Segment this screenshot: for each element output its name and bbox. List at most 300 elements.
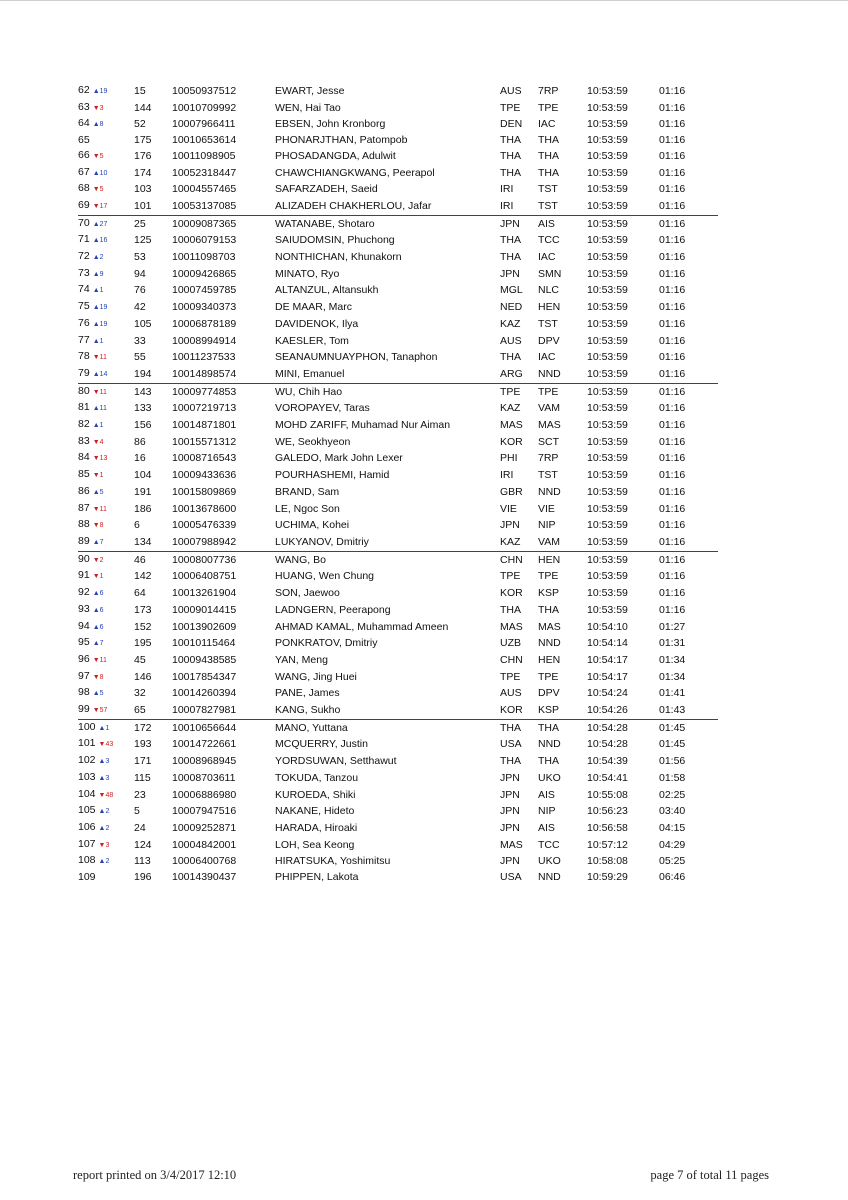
bib-cell <box>134 685 172 702</box>
time-value: 10:53:59 <box>587 519 628 532</box>
uci-value: 10009774853 <box>172 385 237 398</box>
nat-value: THA <box>500 149 521 162</box>
nationality-cell <box>500 349 538 366</box>
team-value: NIP <box>538 519 556 532</box>
name-value: ALIZADEH CHAKHERLOU, Jafar <box>275 199 432 212</box>
table-row <box>78 349 718 366</box>
time-gap-cell <box>659 83 718 100</box>
name-value: WEN, Hai Tao <box>275 101 341 114</box>
bib-cell <box>134 83 172 100</box>
time-value: 10:53:59 <box>587 469 628 482</box>
rank-cell <box>78 853 134 870</box>
team-cell <box>538 232 587 249</box>
finish-time-cell <box>587 635 659 652</box>
position-down-indicator: ▼17 <box>92 202 108 210</box>
bib-cell <box>134 635 172 652</box>
rider-name-cell <box>275 787 500 804</box>
nationality-cell <box>500 753 538 770</box>
name-value: HUANG, Wen Chung <box>275 570 375 583</box>
rank-cell <box>78 316 134 333</box>
finish-time-cell <box>587 753 659 770</box>
team-cell <box>538 517 587 534</box>
nat-value: AUS <box>500 85 522 97</box>
finish-time-cell <box>587 685 659 702</box>
time-value: 10:53:59 <box>587 267 628 280</box>
time-gap-cell <box>659 753 718 770</box>
bib-value: 86 <box>134 435 146 448</box>
rank-value: 85 <box>78 468 90 481</box>
bib-cell <box>134 467 172 484</box>
rank-value: 98 <box>78 686 90 699</box>
nationality-cell <box>500 501 538 518</box>
team-value: THA <box>538 603 559 616</box>
gap-value: 01:16 <box>659 587 686 600</box>
uci-id-cell <box>172 719 275 736</box>
uci-value: 10008716543 <box>172 452 237 465</box>
nationality-cell <box>500 383 538 400</box>
gap-value: 01:16 <box>659 183 686 196</box>
nat-value: THA <box>500 166 521 179</box>
bib-cell <box>134 585 172 602</box>
nat-value: IRI <box>500 469 514 482</box>
position-up-indicator: ▲5 <box>92 690 104 698</box>
name-value: HIRATSUKA, Yoshimitsu <box>275 855 391 868</box>
name-value: WATANABE, Shotaro <box>275 217 375 230</box>
time-value: 10:53:59 <box>587 217 628 230</box>
team-value: NND <box>538 738 561 751</box>
uci-id-cell <box>172 501 275 518</box>
team-cell <box>538 100 587 117</box>
bib-cell <box>134 870 172 885</box>
rank-cell <box>78 517 134 534</box>
name-value: VOROPAYEV, Taras <box>275 402 370 415</box>
bib-cell <box>134 133 172 148</box>
position-down-indicator: ▼4 <box>92 438 104 446</box>
table-row <box>78 249 718 266</box>
bib-cell <box>134 100 172 117</box>
bib-cell <box>134 853 172 870</box>
table-row <box>78 467 718 484</box>
rank-value: 68 <box>78 182 90 195</box>
finish-time-cell <box>587 266 659 283</box>
time-value: 10:53:59 <box>587 301 628 314</box>
name-value: KANG, Sukho <box>275 704 341 717</box>
nat-value: GBR <box>500 485 523 498</box>
bib-value: 194 <box>134 367 152 380</box>
uci-id-cell <box>172 383 275 400</box>
time-value: 10:54:24 <box>587 687 628 700</box>
rider-name-cell <box>275 501 500 518</box>
team-value: VIE <box>538 502 555 515</box>
table-row <box>78 568 718 585</box>
name-value: EWART, Jesse <box>275 85 345 97</box>
time-gap-cell <box>659 719 718 736</box>
bib-value: 176 <box>134 149 152 162</box>
nat-value: THA <box>500 234 521 247</box>
table-row <box>78 450 718 467</box>
team-value: HEN <box>538 301 561 314</box>
nationality-cell <box>500 215 538 232</box>
time-gap-cell <box>659 299 718 316</box>
uci-id-cell <box>172 517 275 534</box>
rider-name-cell <box>275 333 500 350</box>
nat-value: JPN <box>500 805 520 818</box>
time-gap-cell <box>659 100 718 117</box>
rank-cell <box>78 770 134 787</box>
finish-time-cell <box>587 652 659 669</box>
team-cell <box>538 116 587 133</box>
team-cell <box>538 635 587 652</box>
team-value: TST <box>538 469 558 482</box>
team-value: IAC <box>538 251 556 264</box>
bib-cell <box>134 803 172 820</box>
time-value: 10:53:59 <box>587 118 628 131</box>
rank-cell <box>78 450 134 467</box>
uci-value: 10015571312 <box>172 435 237 448</box>
team-value: TPE <box>538 670 559 683</box>
gap-value: 01:16 <box>659 419 686 432</box>
finish-time-cell <box>587 148 659 165</box>
time-value: 10:53:59 <box>587 419 628 432</box>
team-cell <box>538 83 587 100</box>
nat-value: JPN <box>500 267 520 280</box>
uci-id-cell <box>172 400 275 417</box>
time-gap-cell <box>659 534 718 551</box>
bib-cell <box>134 148 172 165</box>
finish-time-cell <box>587 249 659 266</box>
bib-cell <box>134 837 172 854</box>
team-value: TPE <box>538 570 559 583</box>
team-value: THA <box>538 149 559 162</box>
rider-name-cell <box>275 619 500 636</box>
finish-time-cell <box>587 299 659 316</box>
gap-value: 01:16 <box>659 469 686 482</box>
uci-id-cell <box>172 249 275 266</box>
position-up-indicator: ▲8 <box>92 121 104 129</box>
nat-value: DEN <box>500 118 523 131</box>
rank-value: 65 <box>78 134 90 147</box>
table-row <box>78 719 718 736</box>
team-cell <box>538 316 587 333</box>
bib-cell <box>134 181 172 198</box>
team-cell <box>538 467 587 484</box>
rider-name-cell <box>275 736 500 753</box>
team-cell <box>538 820 587 837</box>
gap-value: 06:46 <box>659 871 686 884</box>
time-gap-cell <box>659 568 718 585</box>
team-value: TPE <box>538 101 559 114</box>
table-row <box>78 501 718 518</box>
table-row <box>78 366 718 383</box>
uci-id-cell <box>172 282 275 299</box>
nationality-cell <box>500 551 538 568</box>
finish-time-cell <box>587 534 659 551</box>
team-value: UKO <box>538 771 561 784</box>
table-row <box>78 299 718 316</box>
team-value: KSP <box>538 587 560 600</box>
bib-value: 24 <box>134 821 146 834</box>
team-value: UKO <box>538 855 561 868</box>
nat-value: TPE <box>500 385 521 398</box>
finish-time-cell <box>587 669 659 686</box>
gap-value: 01:16 <box>659 199 686 212</box>
name-value: MOHD ZARIFF, Muhamad Nur Aiman <box>275 419 451 432</box>
bib-cell <box>134 450 172 467</box>
print-timestamp: report printed on 3/4/2017 12:10 <box>73 1168 237 1182</box>
time-gap-cell <box>659 585 718 602</box>
nationality-cell <box>500 534 538 551</box>
table-row <box>78 215 718 232</box>
nationality-cell <box>500 602 538 619</box>
team-cell <box>538 568 587 585</box>
nat-value: KAZ <box>500 535 521 548</box>
team-value: KSP <box>538 704 560 717</box>
team-cell <box>538 585 587 602</box>
nationality-cell <box>500 467 538 484</box>
gap-value: 03:40 <box>659 805 686 818</box>
gap-value: 01:16 <box>659 570 686 583</box>
nationality-cell <box>500 282 538 299</box>
bib-cell <box>134 316 172 333</box>
uci-id-cell <box>172 770 275 787</box>
finish-time-cell <box>587 787 659 804</box>
rider-name-cell <box>275 100 500 117</box>
position-down-indicator: ▼43 <box>98 741 114 749</box>
team-value: TST <box>538 317 558 330</box>
rank-value: 79 <box>78 366 90 379</box>
rank-cell <box>78 534 134 551</box>
team-value: SCT <box>538 435 559 448</box>
position-up-indicator: ▲6 <box>92 606 104 614</box>
nationality-cell <box>500 316 538 333</box>
bib-cell <box>134 652 172 669</box>
uci-id-cell <box>172 316 275 333</box>
team-cell <box>538 181 587 198</box>
uci-value: 10006878189 <box>172 317 237 330</box>
bib-value: 6 <box>134 519 140 532</box>
table-row <box>78 100 718 117</box>
time-gap-cell <box>659 501 718 518</box>
nat-value: THA <box>500 134 521 147</box>
uci-value: 10052318447 <box>172 166 237 179</box>
table-row <box>78 333 718 350</box>
team-cell <box>538 702 587 719</box>
bib-value: 64 <box>134 587 146 600</box>
nat-value: JPN <box>500 855 520 868</box>
name-value: PANE, James <box>275 687 340 700</box>
time-gap-cell <box>659 266 718 283</box>
rank-cell <box>78 282 134 299</box>
table-row <box>78 652 718 669</box>
bib-cell <box>134 787 172 804</box>
rank-cell <box>78 100 134 117</box>
name-value: KAESLER, Tom <box>275 334 349 347</box>
uci-value: 10008994914 <box>172 334 237 347</box>
position-up-indicator: ▲10 <box>92 169 108 177</box>
table-row <box>78 148 718 165</box>
rank-value: 72 <box>78 250 90 263</box>
gap-value: 01:27 <box>659 620 686 633</box>
name-value: UCHIMA, Kohei <box>275 519 350 532</box>
team-cell <box>538 501 587 518</box>
rider-name-cell <box>275 652 500 669</box>
rider-name-cell <box>275 316 500 333</box>
uci-value: 10011098905 <box>172 149 236 162</box>
nat-value: USA <box>500 738 522 751</box>
bib-cell <box>134 501 172 518</box>
rank-value: 109 <box>78 871 96 884</box>
nat-value: JPN <box>500 771 520 784</box>
bib-cell <box>134 517 172 534</box>
time-value: 10:54:28 <box>587 721 628 734</box>
time-value: 10:54:28 <box>587 738 628 751</box>
team-value: NND <box>538 367 561 380</box>
gap-value: 01:16 <box>659 553 686 566</box>
rank-cell <box>78 719 134 736</box>
team-value: DPV <box>538 687 560 700</box>
nationality-cell <box>500 568 538 585</box>
gap-value: 01:16 <box>659 334 686 347</box>
team-value: NND <box>538 871 561 884</box>
finish-time-cell <box>587 383 659 400</box>
team-cell <box>538 266 587 283</box>
time-gap-cell <box>659 853 718 870</box>
time-gap-cell <box>659 249 718 266</box>
gap-value: 01:16 <box>659 217 686 230</box>
name-value: PHOSADANGDA, Adulwit <box>275 149 396 162</box>
rank-cell <box>78 602 134 619</box>
team-cell <box>538 198 587 215</box>
table-row <box>78 602 718 619</box>
gap-value: 01:16 <box>659 301 686 314</box>
team-value: NIP <box>538 805 556 818</box>
uci-value: 10009433636 <box>172 469 237 482</box>
rank-value: 66 <box>78 148 90 161</box>
bib-cell <box>134 400 172 417</box>
table-row <box>78 266 718 283</box>
uci-id-cell <box>172 803 275 820</box>
gap-value: 01:16 <box>659 452 686 465</box>
nationality-cell <box>500 400 538 417</box>
bib-cell <box>134 736 172 753</box>
bib-cell <box>134 702 172 719</box>
rank-value: 97 <box>78 669 90 682</box>
rank-cell <box>78 133 134 148</box>
bib-cell <box>134 551 172 568</box>
name-value: WANG, Bo <box>275 553 326 566</box>
position-up-indicator: ▲6 <box>92 623 104 631</box>
position-up-indicator: ▲5 <box>92 488 104 496</box>
finish-time-cell <box>587 568 659 585</box>
finish-time-cell <box>587 434 659 451</box>
uci-id-cell <box>172 100 275 117</box>
bib-value: 16 <box>134 452 146 465</box>
rank-value: 92 <box>78 586 90 599</box>
rider-name-cell <box>275 467 500 484</box>
gap-value: 02:25 <box>659 788 686 801</box>
rank-cell <box>78 400 134 417</box>
bib-cell <box>134 215 172 232</box>
nationality-cell <box>500 736 538 753</box>
bib-value: 32 <box>134 687 146 700</box>
table-row <box>78 434 718 451</box>
rank-value: 76 <box>78 316 90 329</box>
table-row <box>78 853 718 870</box>
rider-name-cell <box>275 299 500 316</box>
position-up-indicator: ▲7 <box>92 538 104 546</box>
rider-name-cell <box>275 366 500 383</box>
time-value: 10:53:59 <box>587 234 628 247</box>
team-cell <box>538 853 587 870</box>
nationality-cell <box>500 787 538 804</box>
bib-value: 191 <box>134 485 152 498</box>
nationality-cell <box>500 148 538 165</box>
gap-value: 01:56 <box>659 755 686 768</box>
finish-time-cell <box>587 215 659 232</box>
rank-value: 73 <box>78 266 90 279</box>
nationality-cell <box>500 133 538 148</box>
uci-id-cell <box>172 349 275 366</box>
team-cell <box>538 417 587 434</box>
nat-value: MGL <box>500 284 523 297</box>
name-value: LE, Ngoc Son <box>275 502 340 515</box>
finish-time-cell <box>587 349 659 366</box>
team-cell <box>538 736 587 753</box>
rider-name-cell <box>275 837 500 854</box>
bib-value: 196 <box>134 871 152 884</box>
time-value: 10:53:59 <box>587 134 628 147</box>
nat-value: THA <box>500 755 521 768</box>
team-cell <box>538 534 587 551</box>
time-gap-cell <box>659 450 718 467</box>
team-value: AIS <box>538 788 555 801</box>
nat-value: CHN <box>500 553 523 566</box>
team-value: 7RP <box>538 452 559 465</box>
bib-value: 134 <box>134 535 152 548</box>
rank-cell <box>78 333 134 350</box>
rank-value: 70 <box>78 216 90 229</box>
position-up-indicator: ▲1 <box>92 287 104 295</box>
team-cell <box>538 165 587 182</box>
uci-id-cell <box>172 853 275 870</box>
bib-value: 103 <box>134 183 152 196</box>
time-value: 10:53:59 <box>587 570 628 583</box>
table-row <box>78 736 718 753</box>
nat-value: PHI <box>500 452 518 465</box>
nat-value: NED <box>500 301 523 314</box>
table-row <box>78 165 718 182</box>
rank-cell <box>78 736 134 753</box>
name-value: HARADA, Hiroaki <box>275 821 358 834</box>
uci-value: 10011237533 <box>172 351 236 364</box>
bib-value: 143 <box>134 385 152 398</box>
uci-id-cell <box>172 685 275 702</box>
position-down-indicator: ▼2 <box>92 556 104 564</box>
gap-value: 01:16 <box>659 385 686 398</box>
team-value: TST <box>538 183 558 196</box>
finish-time-cell <box>587 133 659 148</box>
team-value: IAC <box>538 351 556 364</box>
bib-value: 171 <box>134 755 152 768</box>
bib-cell <box>134 434 172 451</box>
finish-time-cell <box>587 165 659 182</box>
time-gap-cell <box>659 736 718 753</box>
bib-value: 195 <box>134 637 152 650</box>
table-row <box>78 702 718 719</box>
team-cell <box>538 787 587 804</box>
table-row <box>78 282 718 299</box>
rider-name-cell <box>275 870 500 885</box>
